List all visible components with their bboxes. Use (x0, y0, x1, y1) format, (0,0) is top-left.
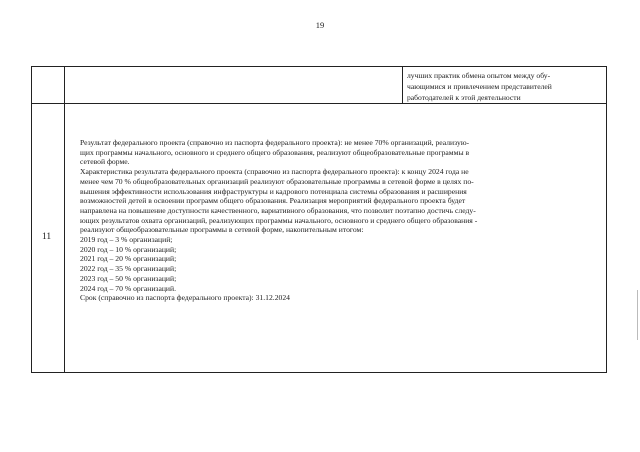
text-line: Характеристика результата федерального проекта (справочно из паспорта федерального проекта): к концу 2024 года не (80, 167, 469, 177)
year-line: 2022 год – 35 % организаций; (80, 264, 177, 274)
practices-line: чающимися и привлечением представителей (407, 82, 552, 91)
page-number: 19 (315, 20, 325, 30)
text-line: реализуют общеобразовательные программы в сетевой форме, накопительным итогом: (80, 225, 364, 235)
practices-line: лучших практик обмена опытом между обу- (407, 71, 551, 80)
text-line: ющих результатов охвата организаций, реализующих программы начального, основного и среднего общего образования - (80, 215, 478, 225)
practices-cell (407, 70, 605, 103)
text-line: возможностей детей в освоении программ общего образования. Реализация мероприятий федерального проекта будет (80, 196, 466, 206)
year-line: 2024 год – 70 % организаций. (80, 283, 177, 293)
table-column-divider (64, 66, 65, 373)
table-row-divider (31, 103, 607, 104)
text-line: Результат федерального проекта (справочно из паспорта федерального проекта): не менее 70% организаций, реализую- (80, 138, 470, 147)
table-column-divider-top-row (402, 66, 403, 103)
deadline-line: Срок (справочно из паспорта федерального проекта): 31.12.2024 (80, 293, 290, 303)
row-number: 11 (42, 232, 52, 242)
text-line: щих программы начального, основного и среднего общего образования, реализуют общеобразовательные программы в (80, 147, 470, 157)
text-line: направлена на повышение доступности качественного, вариативного образования, что позволит поэтапно достичь следу- (80, 205, 476, 215)
year-line: 2023 год – 50 % организаций; (80, 273, 177, 283)
text-line: менее чем 70 % общеобразовательных организаций реализуют образовательные программы в сетевой форме в целях по- (80, 176, 474, 186)
year-line: 2019 год – 3 % организаций; (80, 235, 173, 245)
text-line: вышения эффективности использования инфраструктуры и кадрового потенциала системы образования и расширения (80, 186, 467, 196)
year-line: 2020 год – 10 % организаций; (80, 244, 177, 254)
text-line: сетевой форме. (80, 157, 130, 167)
project-result-text (80, 138, 605, 303)
practices-line: работодателей к этой деятельности (407, 93, 521, 102)
year-line: 2021 год – 20 % организаций; (80, 254, 177, 264)
scan-edge-mark (637, 290, 638, 340)
